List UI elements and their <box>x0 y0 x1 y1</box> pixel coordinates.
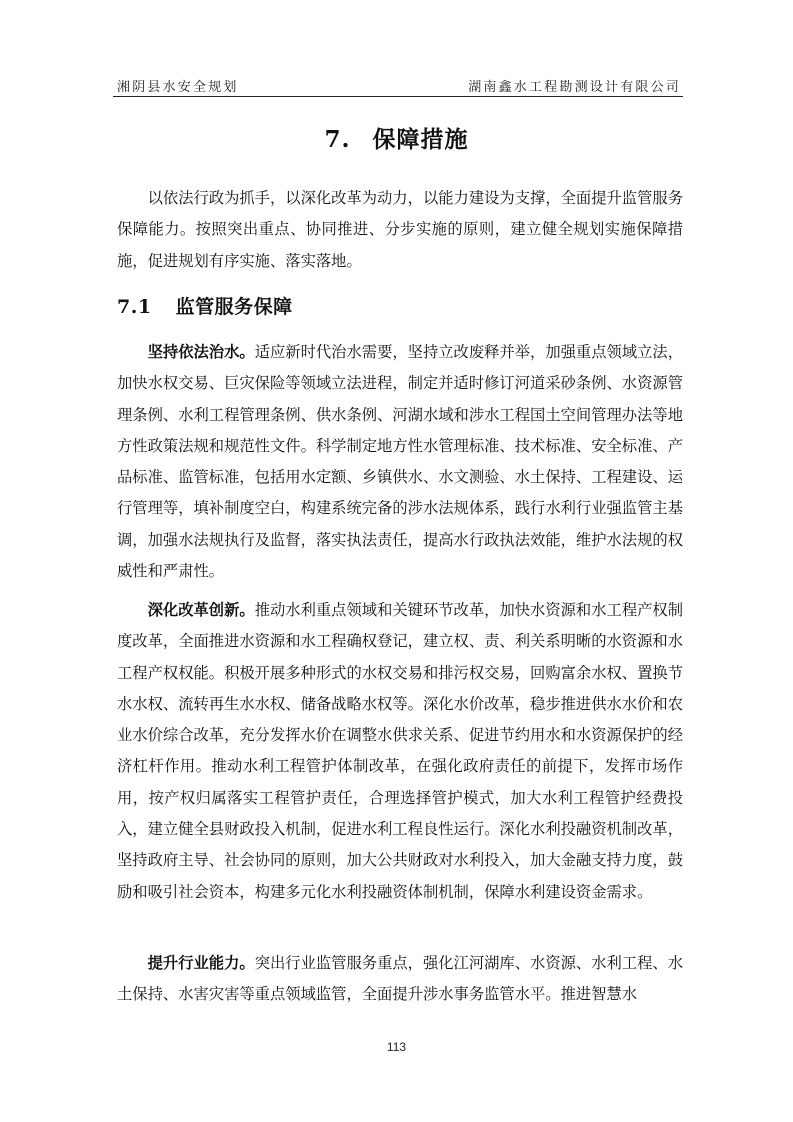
chapter-heading <box>0 121 793 154</box>
intro-paragraph: 以依法行政为抓手，以深化改革为动力，以能力建设为支撑，全面提升监管服务保障能力。按照突出重点、协同推进、分步实施的原则，建立健全规划实施保障措施，促进规划有序实施、落实落地。 <box>117 189 683 270</box>
chapter-number: 7. <box>324 126 351 153</box>
chapter-title-text: 保障措施 <box>372 126 469 153</box>
header-divider <box>113 96 683 97</box>
section-number: 7.1 <box>117 296 152 318</box>
body-paragraph-reform <box>117 595 683 908</box>
paragraph-text: 适应新时代治水需要，坚持立改废释并举，加强重点领域立法，加快水权交易、巨灾保险等领域立法进程，制定并适时修订河道采砂条例、水资源管理条例、水利工程管理条例、供水条例、河湖水域和涉水工程国土空间管理办法等地方性政策法规和规范性文件。科学制定地方性水管理标准、技术标准、安全标准、产品标准、监管标准，包括用水定额、乡镇供水、水文测验、水土保持、工程建设、运行管理等，填补制度空白，构建系统完备的涉水法规体系，践行水利行业强监管主基调，加强水法规执行及监督，落实执法责任，提高水行政执法效能，维护水法规的权威性和严肃性。 <box>117 343 684 581</box>
paragraph-lead: 提升行业能力。 <box>147 954 255 972</box>
running-header <box>117 76 681 96</box>
paragraph-text: 推动水利重点领域和关键环节改革，加快水资源和水工程产权制度改革，全面推进水资源和水工程确权登记，建立权、责、利关系明晰的水资源和水工程产权权能。积极开展多种形式的水权交易和排污权交易，回购富余水权、置换节水水权、流转再生水水权、储备战略水权等。深化水价改革，稳步推进供水水价和农业水价综合改革，充分发挥水价在调整水供求关系、促进节约用水和水资源保护的经济杠杆作用。推动水利工程管护体制改革，在强化政府责任的前提下，发挥市场作用，按产权归属落实工程管护责任，合理选择管护模式，加大水利工程管护经费投入，建立健全县财政投入机制，促进水利工程良性运行。深化水利投融资机制改革，坚持政府主导、社会协同的原则，加大公共财政对水利投入，加大金融支持力度，鼓励和吸引社会资本，构建多元化水利投融资体制机制，保障水利建设资金需求。 <box>117 601 684 901</box>
section-heading <box>117 292 293 319</box>
section-title-text: 监管服务保障 <box>175 296 293 318</box>
page-number: 113 <box>386 1040 407 1054</box>
header-company-name: 湖南鑫水工程勘测设计有限公司 <box>468 80 681 95</box>
body-paragraph-capacity <box>117 948 683 1011</box>
paragraph-text: 突出行业监管服务重点，强化江河湖库、水资源、水利工程、水土保持、水害灾害等重点领域监管，全面提升涉水事务监管水平。推进智慧水 <box>117 954 684 1004</box>
paragraph-lead: 深化改革创新。 <box>147 601 255 619</box>
header-document-title: 湘阴县水安全规划 <box>117 80 239 95</box>
body-paragraph-law <box>117 337 683 587</box>
paragraph-lead: 坚持依法治水。 <box>147 343 255 361</box>
